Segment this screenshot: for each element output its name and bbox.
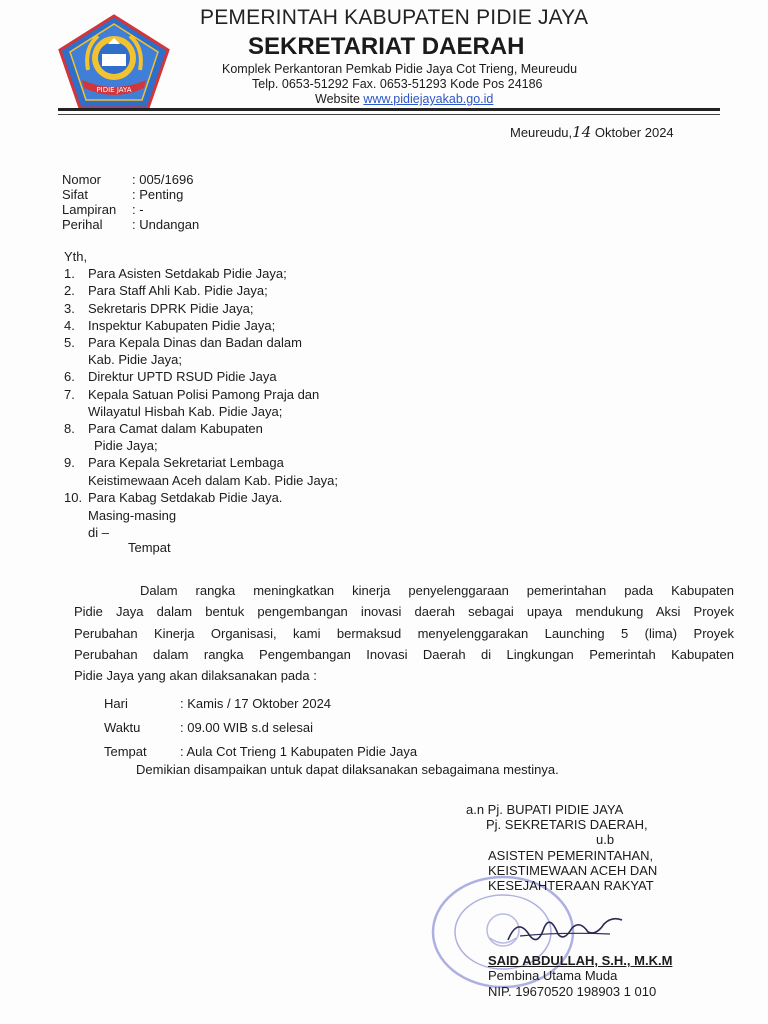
list-number: 1. [64,266,75,282]
event-details [104,692,417,764]
pidie-jaya-logo [58,14,170,110]
event-key: Hari [104,696,128,711]
meta-value: : 005/1696 [132,172,194,187]
event-row [104,716,417,740]
header-divider-thick [58,108,720,111]
event-value: : Kamis / 17 Oktober 2024 [180,696,332,711]
list-text-continued: Kab. Pidie Jaya; [88,352,182,368]
signer-rank: Pembina Utama Muda [488,968,618,984]
event-value: : 09.00 WIB s.d selesai [180,720,313,735]
meta-key: Lampiran [62,202,117,217]
signature-line: Pj. SEKRETARIS DAERAH, [486,817,648,833]
list-text: Sekretaris DPRK Pidie Jaya; [88,300,254,316]
website-line [222,92,577,107]
signature-block [466,802,672,999]
list-text: Inspektur Kabupaten Pidie Jaya; [88,317,276,333]
date-place: Meureudu, [510,125,573,140]
meta-value: : Undangan [132,217,200,232]
masing-block [88,507,176,541]
meta-row [62,217,199,232]
list-number: 5. [64,335,75,351]
list-number: 10. [64,489,83,505]
signature-line: a.n Pj. BUPATI PIDIE JAYA [466,802,624,817]
recipient-list [64,248,338,506]
list-item [64,317,338,334]
address-line: Komplek Perkantoran Pemkab Pidie Jaya Cot Trieng, Meureudu [222,62,578,76]
list-text: Para Kepala Sekretariat Lembaga [88,455,284,471]
government-title: PEMERINTAH KABUPATEN PIDIE JAYA [200,6,589,29]
signature-line: ASISTEN PEMERINTAHAN, [488,847,654,863]
list-number: 9. [64,455,75,471]
event-row [104,740,417,764]
list-item [64,489,338,506]
meta-key: Nomor [62,172,102,187]
meta-row [62,172,199,187]
list-number: 7. [64,386,75,402]
meta-key: Perihal [62,217,103,232]
phone-line: Telp. 0653-51292 Fax. 0653-51293 Kode Pos 24186 [252,77,543,91]
signature-line: KESEJAHTERAAN RAKYAT [488,878,654,894]
di-label: di – [88,525,109,540]
list-item [64,282,338,299]
signature-line: u.b [596,832,615,848]
list-number: 3. [64,300,75,316]
body-line: Pidie Jaya dalam bentuk pengembangan inovasi daerah sebagai upaya mendukung Aksi Proyek [74,604,734,620]
website-link[interactable]: www.pidiejayakab.go.id [363,92,494,106]
list-text-continued: Pidie Jaya; [94,438,158,454]
meta-value: : Penting [132,187,184,202]
list-number: 8. [64,421,75,437]
list-text: Para Kepala Dinas dan Badan dalam [88,335,302,351]
body-paragraph [74,580,734,686]
event-row [104,692,417,716]
list-number: 4. [64,317,75,333]
list-item [64,420,338,437]
date-day: 14 [572,123,592,141]
list-item [64,454,338,471]
list-text: Para Asisten Setdakab Pidie Jaya; [88,266,287,282]
secretariat-title: SEKRETARIAT DAERAH [248,33,525,60]
header-divider-thin [58,114,720,115]
logo-text: PIDIE JAYA [96,86,132,94]
list-number: 2. [64,283,75,299]
meta-key: Sifat [62,187,89,202]
meta-row [62,187,199,202]
date-month-year: Oktober 2024 [594,125,674,140]
list-text-continued: Wilayatul Hisbah Kab. Pidie Jaya; [88,403,283,419]
list-item [64,368,338,385]
list-item [64,334,338,351]
list-item [64,265,338,282]
body-line: Perubahan Kinerja Organisasi, kami bermaksud menyelenggarakan Launching 5 (lima) Proyek [74,625,734,641]
meta-row [62,202,199,217]
list-item [64,300,338,317]
body-line: Perubahan dalam rangka Pengembangan Inovasi Daerah di Lingkungan Pemerintah Kabupaten [74,646,734,662]
letter-meta [62,172,199,232]
closing-sentence: Demikian disampaikan untuk dapat dilaksanakan sebagaimana mestinya. [136,762,559,777]
website-label: Website [315,92,360,106]
list-text-continued: Keistimewaan Aceh dalam Kab. Pidie Jaya; [88,472,339,488]
list-text: Kepala Satuan Polisi Pamong Praja dan [88,386,320,402]
event-value: : Aula Cot Trieng 1 Kabupaten Pidie Jaya [180,744,418,759]
meta-value: : - [132,202,144,217]
list-text: Para Staff Ahli Kab. Pidie Jaya; [88,283,268,299]
body-line: Pidie Jaya yang akan dilaksanakan pada : [74,668,317,684]
body-line: Dalam rangka meningkatkan kinerja penyelenggaraan pemerintahan pada Kabupaten [140,583,734,598]
salutation: Yth, [64,249,88,264]
address-block [222,62,577,107]
signer-name: SAID ABDULLAH, S.H., M.K.M [488,953,673,969]
list-text: Para Camat dalam Kabupaten [88,421,263,437]
signer-nip: NIP. 19670520 198903 1 010 [488,983,657,999]
masing-masing: Masing-masing [88,508,177,523]
tempat-label: Tempat [128,540,171,555]
list-text: Direktur UPTD RSUD Pidie Jaya [88,369,277,385]
list-item [64,386,338,403]
list-number: 6. [64,369,75,385]
list-text: Para Kabag Setdakab Pidie Jaya. [88,489,283,505]
signature-line: KEISTIMEWAAN ACEH DAN [488,862,658,878]
event-key: Waktu [104,720,141,735]
event-key: Tempat [104,744,147,759]
letter-date [510,123,674,141]
